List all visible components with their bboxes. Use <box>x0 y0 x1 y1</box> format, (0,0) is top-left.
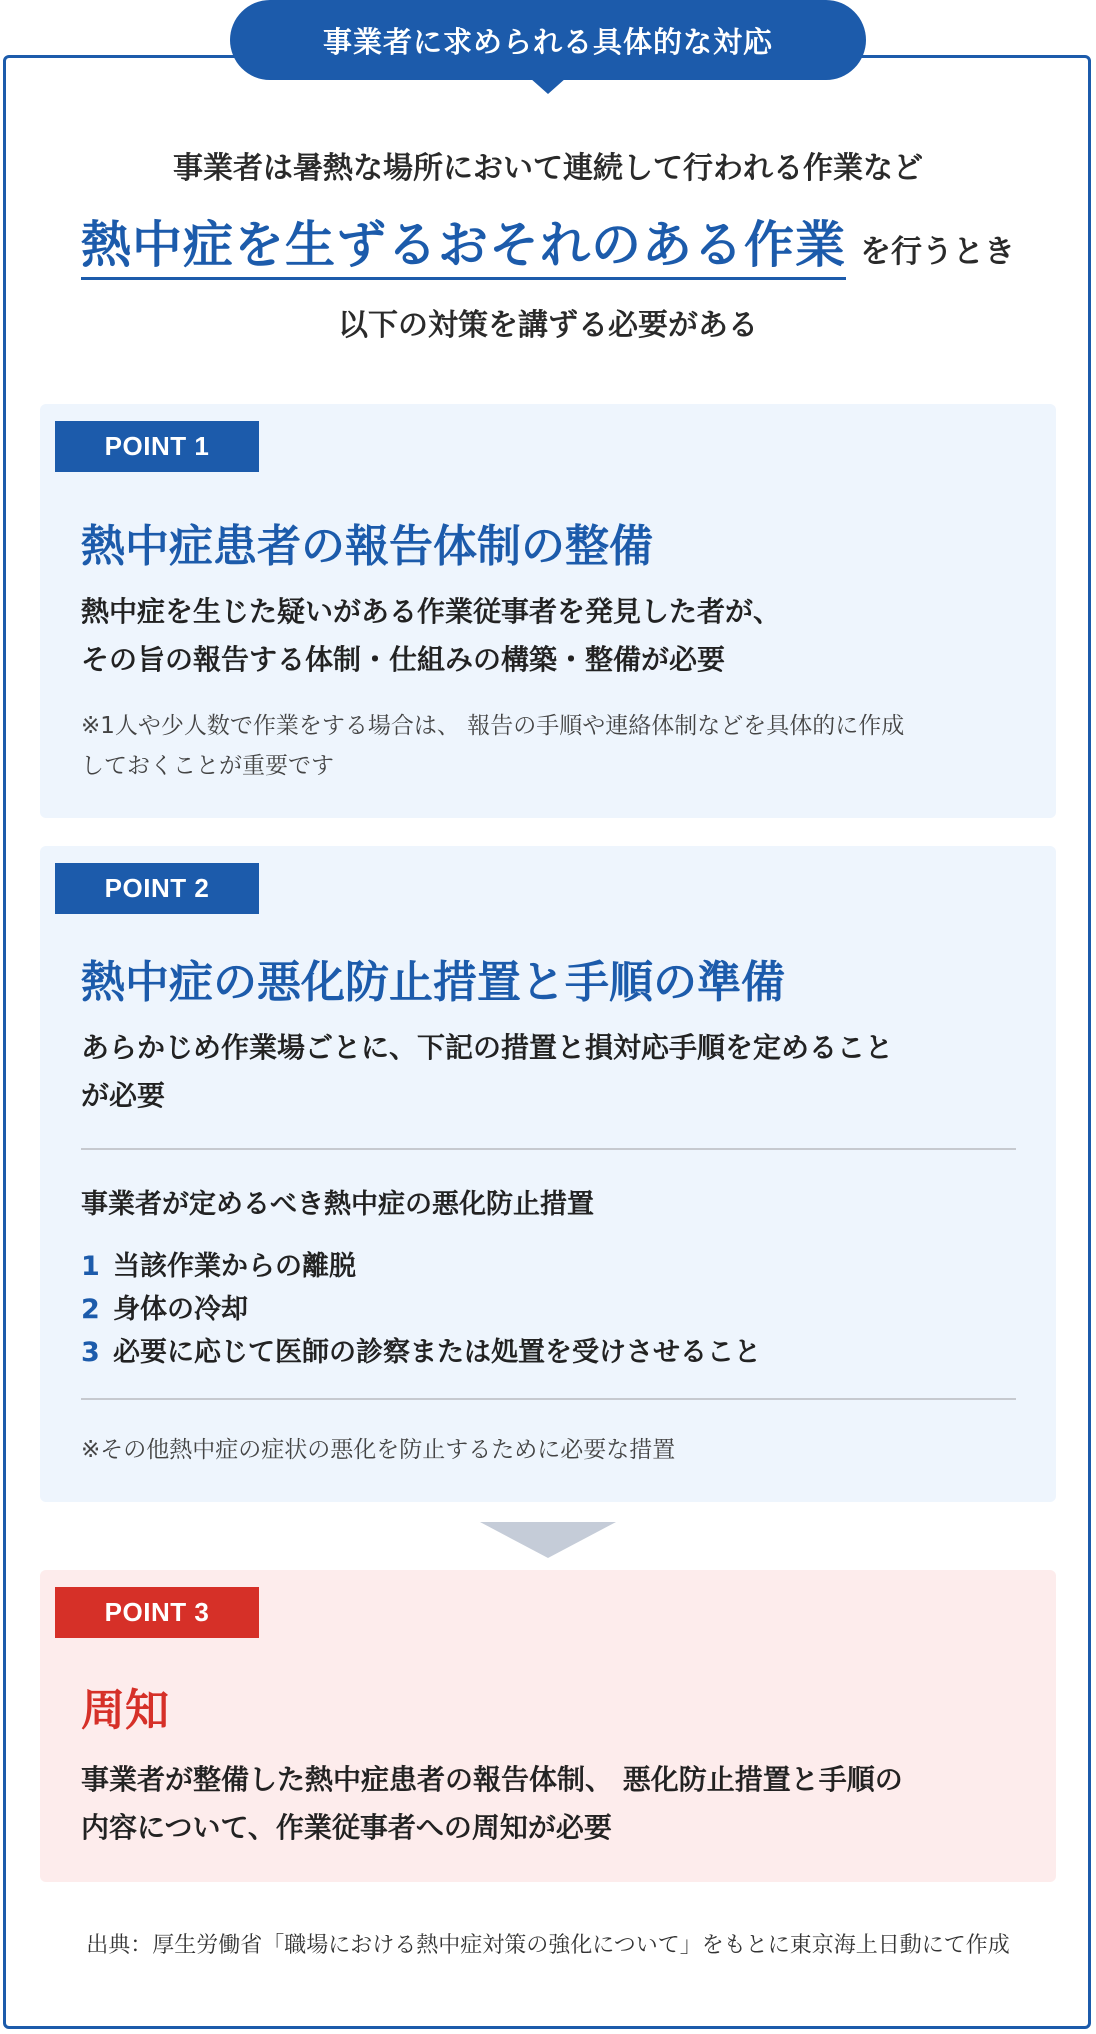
point-3-badge: POINT 3 <box>55 1587 259 1638</box>
point-1-body <box>81 588 1031 684</box>
point-2-note: ※その他熱中症の症状の悪化を防止するために必要な措置 <box>81 1437 676 1463</box>
point-2-divider-top <box>81 1148 1016 1150</box>
point-3-body <box>81 1756 1031 1852</box>
point-1-badge: POINT 1 <box>55 421 259 472</box>
point-3-body-line: 内容について、作業従事者への周知が必要 <box>81 1811 612 1844</box>
point-1-note-line: しておくことが重要です <box>81 753 334 779</box>
measure-text: 身体の冷却 <box>113 1294 248 1325</box>
measure-number: 1 <box>81 1251 100 1282</box>
point-3-body-line: 事業者が整備した熱中症患者の報告体制、 悪化防止措置と手順の <box>81 1763 903 1796</box>
measure-text: 必要に応じて医師の診察または処置を受けさせること <box>113 1337 761 1368</box>
measure-item <box>81 1287 248 1326</box>
header-badge: 事業者に求められる具体的な対応 <box>230 0 866 80</box>
measure-number: 3 <box>81 1337 100 1368</box>
point-3-title: 周知 <box>81 1685 169 1736</box>
point-1-title: 熱中症患者の報告体制の整備 <box>81 521 653 572</box>
source-citation: 出典：厚生労働省「職場における熱中症対策の強化について」をもとに東京海上日動にて作成 <box>86 1933 1010 1958</box>
point-2-divider-bottom <box>81 1398 1016 1400</box>
point-1-body-line: その旨の報告する体制・仕組みの構築・整備が必要 <box>81 643 726 676</box>
point-2-body-line: あらかじめ作業場ごとに、下記の措置と損対応手順を定めること <box>81 1031 894 1064</box>
down-arrow-icon <box>480 1522 616 1558</box>
measure-number: 2 <box>81 1294 100 1325</box>
point-1-note <box>81 706 1031 786</box>
measures-title: 事業者が定めるべき熱中症の悪化防止措置 <box>81 1189 594 1220</box>
intro-line-2 <box>0 205 1096 277</box>
point-2-badge: POINT 2 <box>55 863 259 914</box>
point-3-card <box>40 1570 1056 1882</box>
point-2-title: 熱中症の悪化防止措置と手順の準備 <box>81 957 785 1008</box>
point-2-body-line: が必要 <box>81 1079 166 1112</box>
point-2-body <box>81 1024 1031 1120</box>
intro-highlight: 熱中症を生ずるおそれのある作業 <box>81 216 846 280</box>
point-1-note-line: ※1人や少人数で作業をする場合は、 報告の手順や連絡体制などを具体的に作成 <box>81 713 905 739</box>
intro-line-1: 事業者は暑熱な場所において連続して行われる作業など <box>173 151 923 186</box>
point-2-card <box>40 846 1056 1502</box>
point-1-card <box>40 404 1056 818</box>
measure-item <box>81 1330 761 1369</box>
intro-line-3: 以下の対策を講ずる必要がある <box>338 308 758 343</box>
intro-highlight-suffix: を行うとき <box>860 234 1015 270</box>
measure-text: 当該作業からの離脱 <box>113 1251 356 1282</box>
point-1-body-line: 熱中症を生じた疑いがある作業従事者を発見した者が、 <box>81 595 782 628</box>
measure-item <box>81 1244 356 1283</box>
